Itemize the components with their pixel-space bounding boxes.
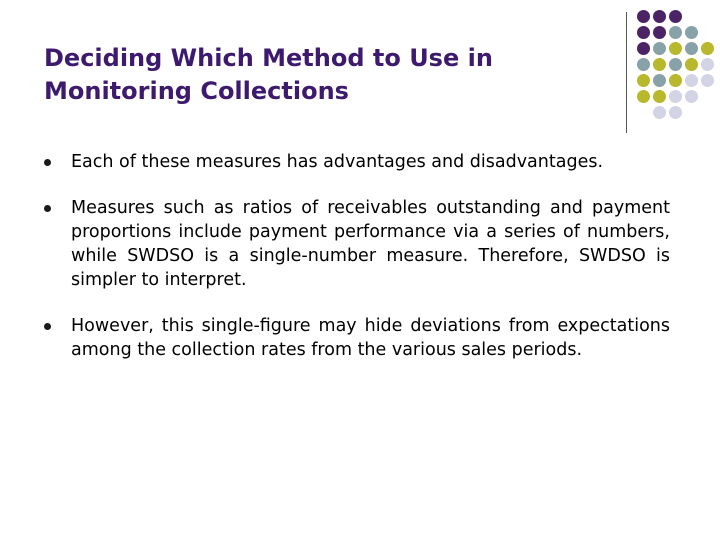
- decorative-dot: [701, 42, 714, 55]
- decorative-dot: [637, 42, 650, 55]
- bullet-text: However, this single-figure may hide deviations from expectations among the collection rates from the various sales periods.: [71, 316, 670, 360]
- decorative-dot: [653, 10, 666, 23]
- decorative-dot: [701, 74, 714, 87]
- decorative-dot: [669, 42, 682, 55]
- decorative-dot: [685, 74, 698, 87]
- decorative-dot: [637, 26, 650, 39]
- decorative-dot: [637, 90, 650, 103]
- decorative-dot: [685, 90, 698, 103]
- bullet-text: Measures such as ratios of receivables outstanding and payment proportions include payment performance via a series of numbers, while SWDSO is a single-number measure. Therefore, SWDSO is simpler to interpret.: [71, 198, 670, 290]
- decorative-dot: [685, 42, 698, 55]
- bullet-dot-icon: [44, 159, 51, 166]
- decorative-dot: [653, 58, 666, 71]
- slide-title: Deciding Which Method to Use in Monitoring Collections: [44, 44, 493, 105]
- decorative-dot: [637, 58, 650, 71]
- decorative-dot: [669, 74, 682, 87]
- bullet-item: [44, 196, 670, 292]
- decorative-dot: [653, 42, 666, 55]
- decorative-dot: [669, 106, 682, 119]
- decorative-dot: [653, 26, 666, 39]
- bullet-item: [44, 150, 670, 174]
- decorative-dot: [669, 26, 682, 39]
- bullet-text: Each of these measures has advantages and disadvantages.: [71, 152, 604, 172]
- decorative-dot: [669, 90, 682, 103]
- decorative-dot: [685, 58, 698, 71]
- bullet-item: [44, 314, 670, 362]
- decorative-dot: [653, 106, 666, 119]
- decorative-dot: [653, 74, 666, 87]
- decorative-divider-line: [626, 12, 627, 133]
- decorative-dot: [653, 90, 666, 103]
- bullet-dot-icon: [44, 205, 51, 212]
- decorative-dot: [669, 58, 682, 71]
- decorative-dot: [637, 74, 650, 87]
- decorative-dot: [637, 10, 650, 23]
- bullet-list: [44, 150, 670, 384]
- decorative-dot: [701, 58, 714, 71]
- decorative-dot: [669, 10, 682, 23]
- bullet-dot-icon: [44, 323, 51, 330]
- decorative-dot: [685, 26, 698, 39]
- decorative-dot-grid: [637, 10, 717, 122]
